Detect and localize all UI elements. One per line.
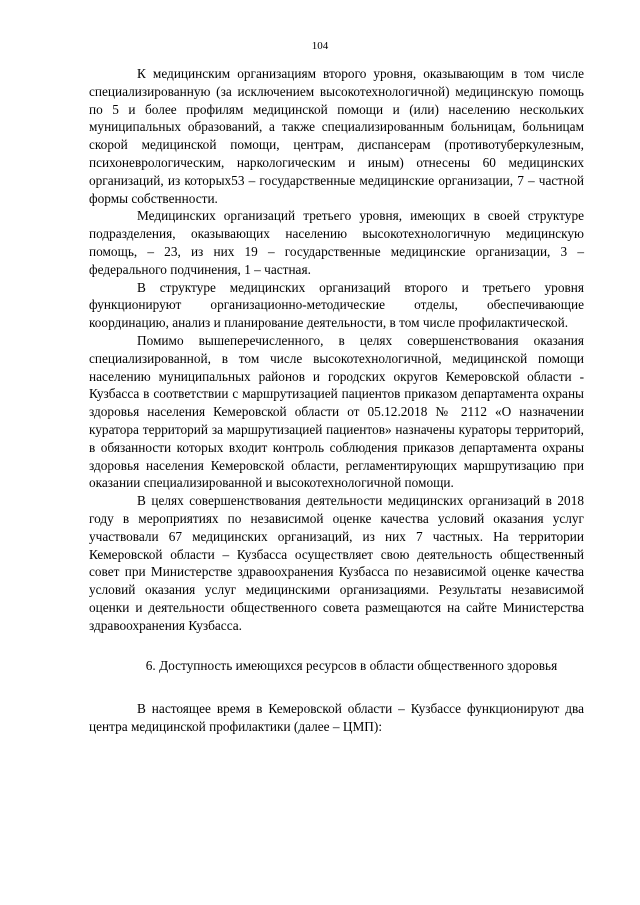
document-body — [89, 65, 584, 736]
paragraph-level-two-organizations: К медицинским организациям второго уровня, оказывающим в том числе специализированную (за исключением высокотехнологичной) медицинскую помощь по 5 и более профилям медицинской помощи и (или) населению нескольких муниципальных образований, а также специализированным больницам, больницам скорой медицинской помощи, центрам, диспансерам (противотуберкулезным, психоневрологическим, наркологическим и иным) отнесены 60 медицинских организаций, из которых53 – государственные медицинские организации, 7 – частной формы собственности. — [89, 66, 584, 206]
paragraph-methodical-departments: В структуре медицинских организаций второго и третьего уровня функционируют организационно-методические отделы, обеспечивающие координацию, анализ и планирование деятельности, в том числе профилактической. — [89, 279, 584, 331]
paragraph-prevention-centers: В настоящее время в Кемеровской области – Кузбассе функционируют два центра медицинской профилактики (далее – ЦМП): — [89, 701, 584, 735]
paragraph-quality-assessment: В целях совершенствования деятельности медицинских организаций в 2018 году в мероприятиях по независимой оценке качества условий оказания услуг участвовали 67 медицинских организаций, из них 7 частных. На территории Кемеровской области – Кузбасса осуществляет свою деятельность общественный совет при Министерстве здравоохранения Кузбасса по независимой оценке качества условий оказания услуг медицинскими организациями. Результаты независимой оценки и деятельности общественного совета размещаются на сайте Министерства здравоохранения Кузбасса. — [89, 493, 584, 633]
paragraph-level-three-organizations: Медицинских организаций третьего уровня, имеющих в своей структуре подразделения, оказывающих населению высокотехнологичную медицинскую помощь, – 23, из них 19 – государственные медицинские организации, 3 – федерального подчинения, 1 – частная. — [89, 208, 584, 277]
page-number: 104 — [311, 40, 329, 52]
paragraph-territory-curators: Помимо вышеперечисленного, в целях совершенствования оказания специализированной, в том числе высокотехнологичной, медицинской помощи населению муниципальных районов и городских округов Кемеровской области - Кузбасса в соответствии с маршрутизацией пациентов приказом департамента охраны здоровья населения Кемеровской области от 05.12.2018 № 2112 «О назначении куратора территорий за маршрутизацией пациентов» назначены кураторы территорий, в обязанности которых входит контроль соблюдения приказов департамента охраны здоровья населения Кемеровской области, регламентирующих маршрутизацию при оказании специализированной и высокотехнологичной помощи. — [89, 332, 584, 491]
section-heading: 6. Доступность имеющихся ресурсов в области общественного здоровья — [145, 657, 558, 673]
